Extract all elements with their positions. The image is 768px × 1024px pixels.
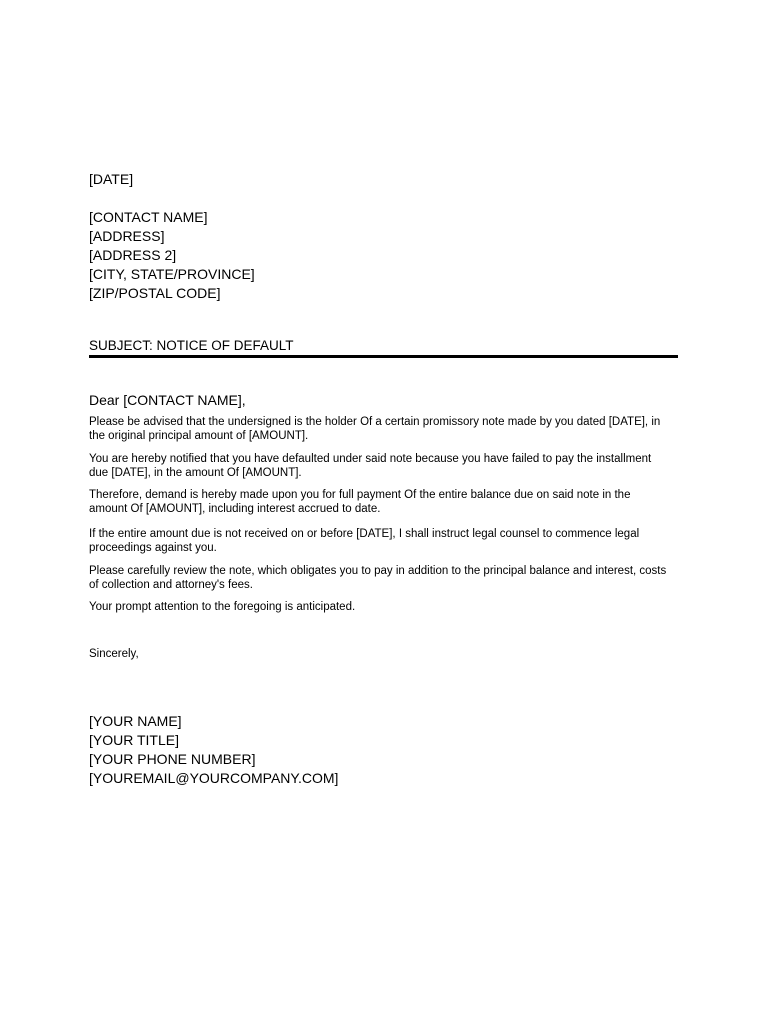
recipient-address-2: [ADDRESS 2] <box>89 247 177 263</box>
body-paragraph: Therefore, demand is hereby made upon you for full payment Of the entire balance due on said note in the amount Of [AMOUNT], including interest accrued to date. <box>89 489 631 515</box>
recipient-name: [CONTACT NAME] <box>89 209 208 225</box>
letter-date: [DATE] <box>89 171 134 187</box>
body-paragraph: Please be advised that the undersigned is the holder Of a certain promissory note made by you dated [DATE], in the original principal amount of [AMOUNT]. <box>89 416 661 442</box>
recipient-zip: [ZIP/POSTAL CODE] <box>89 285 221 301</box>
recipient-address: [ADDRESS] <box>89 228 165 244</box>
body-paragraph: If the entire amount due is not received on or before [DATE], I shall instruct legal counsel to commence legal proceedings against you. <box>89 528 640 554</box>
recipient-city: [CITY, STATE/PROVINCE] <box>89 266 255 282</box>
body-paragraph: Please carefully review the note, which obligates you to pay in addition to the principal balance and interest, costs of collection and attorney's fees. <box>89 565 667 591</box>
signature-name: [YOUR NAME] <box>89 713 182 729</box>
salutation: Dear [CONTACT NAME], <box>89 392 246 408</box>
body-paragraph: You are hereby notified that you have defaulted under said note because you have failed to pay the installment due [DATE], in the amount Of [AMOUNT]. <box>89 453 652 479</box>
signature-phone: [YOUR PHONE NUMBER] <box>89 751 256 767</box>
body-paragraph: Your prompt attention to the foregoing is anticipated. <box>89 601 356 613</box>
subject-line: SUBJECT: NOTICE OF DEFAULT <box>89 338 294 353</box>
closing: Sincerely, <box>89 648 139 660</box>
subject-divider <box>89 355 678 358</box>
signature-title: [YOUR TITLE] <box>89 732 179 748</box>
signature-email: [YOUREMAIL@YOURCOMPANY.COM] <box>89 770 339 786</box>
